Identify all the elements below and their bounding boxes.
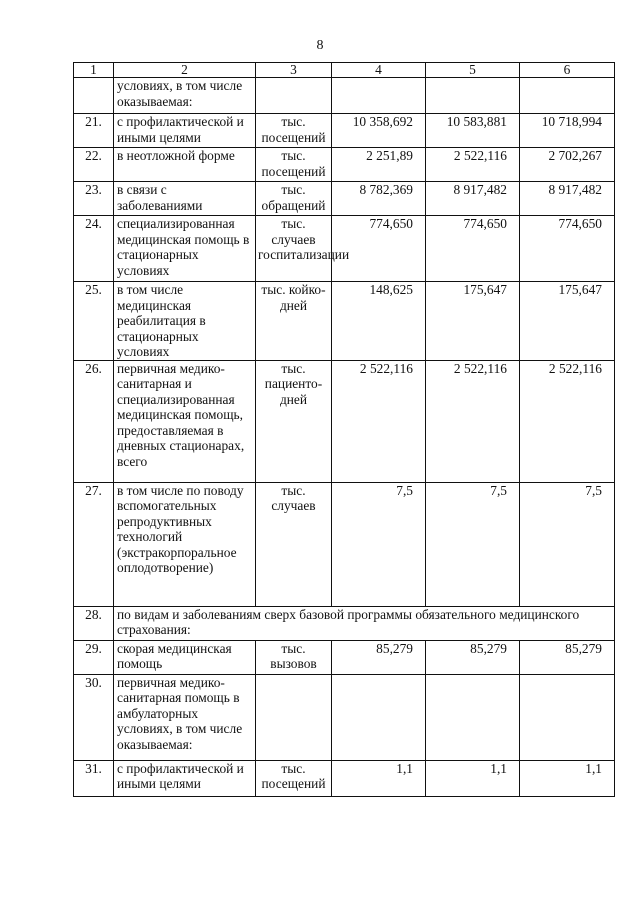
row-number: 27. — [74, 482, 114, 606]
row-value-col5 — [426, 674, 520, 760]
table-row — [74, 482, 615, 606]
row-number: 29. — [74, 640, 114, 674]
row-value-col6: 774,650 — [520, 216, 615, 282]
row-value-col4: 148,625 — [332, 282, 426, 361]
row-unit — [256, 674, 332, 760]
row-value-col4: 2 522,116 — [332, 360, 426, 482]
row-value-col4: 1,1 — [332, 760, 426, 796]
row-value-col6 — [520, 78, 615, 114]
row-value-col5: 8 917,482 — [426, 182, 520, 216]
row-unit: тыс. посещений — [256, 114, 332, 148]
row-description: условиях, в том числе оказываемая: — [114, 78, 256, 114]
row-number: 25. — [74, 282, 114, 361]
row-value-col5: 7,5 — [426, 482, 520, 606]
row-number: 24. — [74, 216, 114, 282]
row-value-col6: 85,279 — [520, 640, 615, 674]
row-value-col4: 774,650 — [332, 216, 426, 282]
table-row — [74, 674, 615, 760]
row-unit: тыс. посещений — [256, 760, 332, 796]
row-number: 23. — [74, 182, 114, 216]
page-number: 8 — [316, 38, 324, 53]
table-row — [74, 282, 615, 361]
row-unit — [256, 78, 332, 114]
row-description: в том числе медицинская реабилитация в стационарных условиях — [114, 282, 256, 361]
row-value-col4 — [332, 78, 426, 114]
table-row — [74, 606, 615, 640]
row-unit: тыс. посещений — [256, 148, 332, 182]
row-unit: тыс. койко-дней — [256, 282, 332, 361]
row-description: первичная медико-санитарная и специализированная медицинская помощь, предоставляемая в дневных стационарах, всего — [114, 360, 256, 482]
row-value-col6: 175,647 — [520, 282, 615, 361]
column-header: 5 — [426, 63, 520, 78]
row-description: скорая медицинская помощь — [114, 640, 256, 674]
row-value-col6: 8 917,482 — [520, 182, 615, 216]
row-value-col5: 774,650 — [426, 216, 520, 282]
table-row — [74, 640, 615, 674]
row-unit: тыс. случаев — [256, 482, 332, 606]
column-header: 4 — [332, 63, 426, 78]
row-description: с профилактической и иными целями — [114, 760, 256, 796]
row-value-col6: 2 702,267 — [520, 148, 615, 182]
row-description: с профилактической и иными целями — [114, 114, 256, 148]
row-value-col6 — [520, 674, 615, 760]
row-description: в неотложной форме — [114, 148, 256, 182]
data-table — [73, 62, 615, 797]
row-description: специализированная медицинская помощь в стационарных условиях — [114, 216, 256, 282]
row-value-col6: 7,5 — [520, 482, 615, 606]
row-number: 31. — [74, 760, 114, 796]
row-value-col5: 2 522,116 — [426, 148, 520, 182]
row-description: в том числе по поводу вспомогательных репродуктивных технологий (экстракорпоральное оплодотворение) — [114, 482, 256, 606]
row-number — [74, 78, 114, 114]
row-value-col6: 2 522,116 — [520, 360, 615, 482]
table-header-row — [74, 63, 615, 78]
table-row — [74, 360, 615, 482]
table-row — [74, 182, 615, 216]
table-row — [74, 114, 615, 148]
row-value-col6: 1,1 — [520, 760, 615, 796]
table-row — [74, 78, 615, 114]
column-header: 6 — [520, 63, 615, 78]
row-number: 22. — [74, 148, 114, 182]
row-number: 21. — [74, 114, 114, 148]
table-row — [74, 216, 615, 282]
row-value-col5: 1,1 — [426, 760, 520, 796]
row-number: 26. — [74, 360, 114, 482]
column-header: 2 — [114, 63, 256, 78]
row-value-col4: 7,5 — [332, 482, 426, 606]
row-unit: тыс. пациенто-дней — [256, 360, 332, 482]
row-value-col5: 10 583,881 — [426, 114, 520, 148]
row-value-col5: 85,279 — [426, 640, 520, 674]
row-unit: тыс. случаев госпитализации — [256, 216, 332, 282]
row-value-col5: 2 522,116 — [426, 360, 520, 482]
row-description: в связи с заболеваниями — [114, 182, 256, 216]
row-value-col4: 2 251,89 — [332, 148, 426, 182]
column-header: 3 — [256, 63, 332, 78]
row-number: 30. — [74, 674, 114, 760]
row-unit: тыс. вызовов — [256, 640, 332, 674]
table-row — [74, 760, 615, 796]
row-description: первичная медико-санитарная помощь в амбулаторных условиях, в том числе оказываемая: — [114, 674, 256, 760]
row-value-col4: 8 782,369 — [332, 182, 426, 216]
row-value-col4: 85,279 — [332, 640, 426, 674]
row-number: 28. — [74, 606, 114, 640]
row-value-col6: 10 718,994 — [520, 114, 615, 148]
row-value-col5: 175,647 — [426, 282, 520, 361]
row-value-col4: 10 358,692 — [332, 114, 426, 148]
row-section-text: по видам и заболеваниям сверх базовой программы обязательного медицинского страхования: — [114, 606, 615, 640]
column-header: 1 — [74, 63, 114, 78]
row-unit: тыс. обращений — [256, 182, 332, 216]
row-value-col4 — [332, 674, 426, 760]
table-row — [74, 148, 615, 182]
row-value-col5 — [426, 78, 520, 114]
